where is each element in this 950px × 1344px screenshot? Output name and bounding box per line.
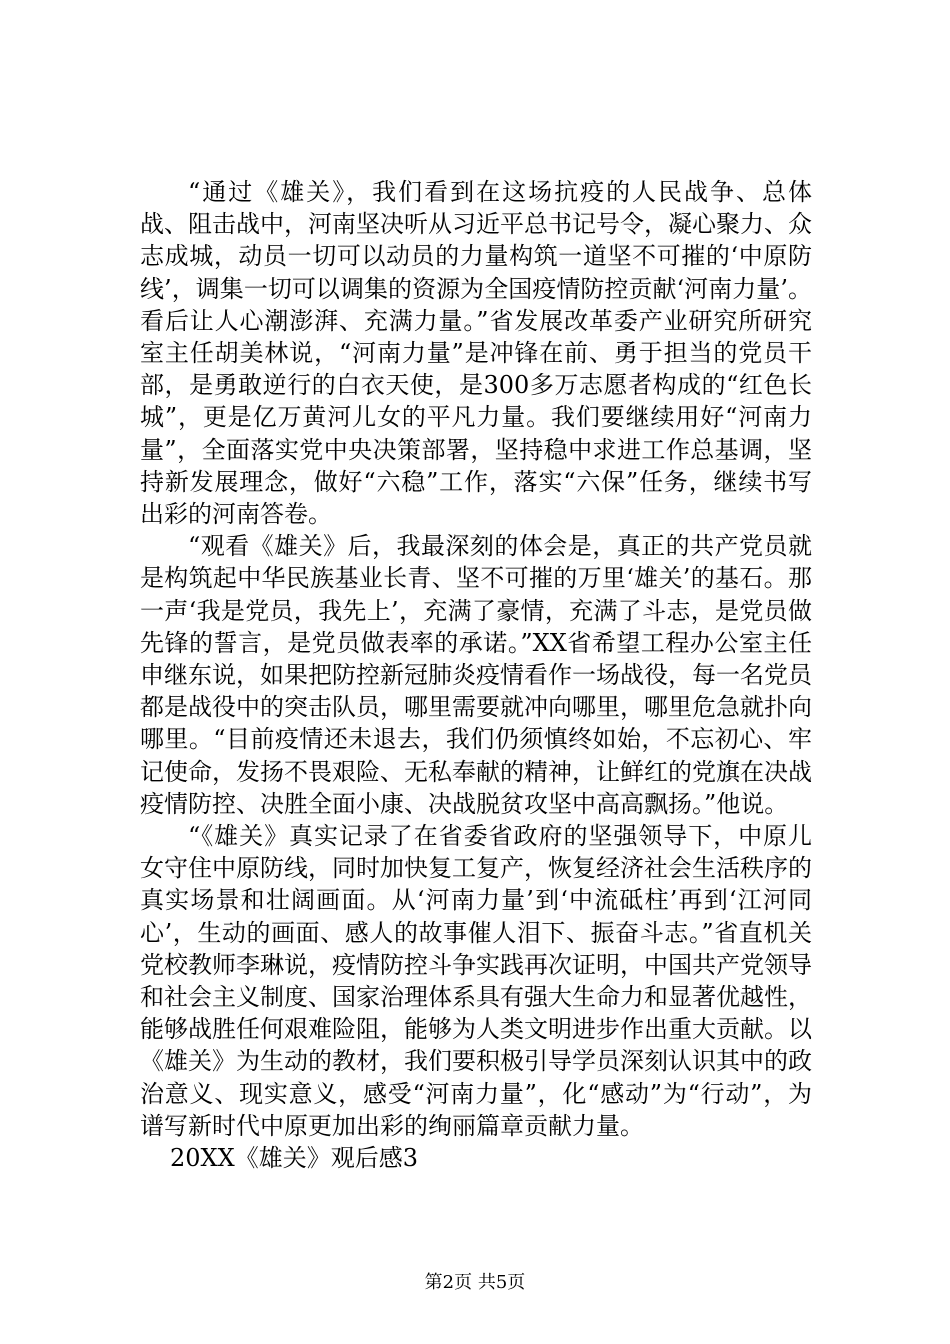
page-footer: 第2页 共5页 bbox=[424, 1272, 526, 1293]
paragraph-1: “通过《雄关》，我们看到在这场抗疫的人民战争、总体战、阻击战中，河南坚决听从习近平总书记号令，凝心聚力、众志成城，动员一切可以动员的力量构筑一道坚不可摧的‘中原防线’，调集一切可以调集的资源为全国疫情防控贡献‘河南力量’。看后让人心潮澎湃、充满力量。”省发展改革委产业研究所研究室主任胡美林说，“河南力量”是冲锋在前、勇于担当的党员干部，是勇敢逆行的白衣天使，是300多万志愿者构成的“红色长城”，更是亿万黄河儿女的平凡力量。我们要继续用好“河南力量”，全面落实党中央决策部署，坚持稳中求进工作总基调，坚持新发展理念，做好“六稳”工作，落实“六保”任务，继续书写出彩的河南答卷。 bbox=[140, 178, 812, 529]
paragraph-3: “《雄关》真实记录了在省委省政府的坚强领导下，中原儿女守住中原防线，同时加快复工复产，恢复经济社会生活秩序的真实场景和壮阔画面。从‘河南力量’到‘中流砥柱’再到‘江河同心’，生动的画面、感人的故事催人泪下、振奋斗志。”省直机关党校教师李琳说，疫情防控斗争实践再次证明，中国共产党领导和社会主义制度、国家治理体系具有强大生命力和显著优越性，能够战胜任何艰难险阻，能够为人类文明进步作出重大贡献。以《雄关》为生动的教材，我们要积极引导学员深刻认识其中的政治意义、现实意义，感受“河南力量”，化“感动”为“行动”，为谱写新时代中原更加出彩的绚丽篇章贡献力量。 bbox=[140, 822, 812, 1140]
paragraph-2: “观看《雄关》后，我最深刻的体会是，真正的共产党员就是构筑起中华民族基业长青、坚不可摧的万里‘雄关’的基石。那一声‘我是党员，我先上’，充满了豪情，充满了斗志，是党员做先锋的誓言，是党员做表率的承诺。”XX省希望工程办公室主任申继东说，如果把防控新冠肺炎疫情看作一场战役，每一名党员都是战役中的突击队员，哪里需要就冲向哪里，哪里危急就扑向哪里。“目前疫情还未退去，我们仍须慎终如始，不忘初心、牢记使命，发扬不畏艰险、无私奉献的精神，让鲜红的党旗在决战疫情防控、决胜全面小康、决战脱贫攻坚中高高飘扬。”他说。 bbox=[140, 532, 812, 818]
section-title: 20XX《雄关》观后感3 bbox=[170, 1144, 418, 1173]
document-body bbox=[140, 176, 812, 1174]
